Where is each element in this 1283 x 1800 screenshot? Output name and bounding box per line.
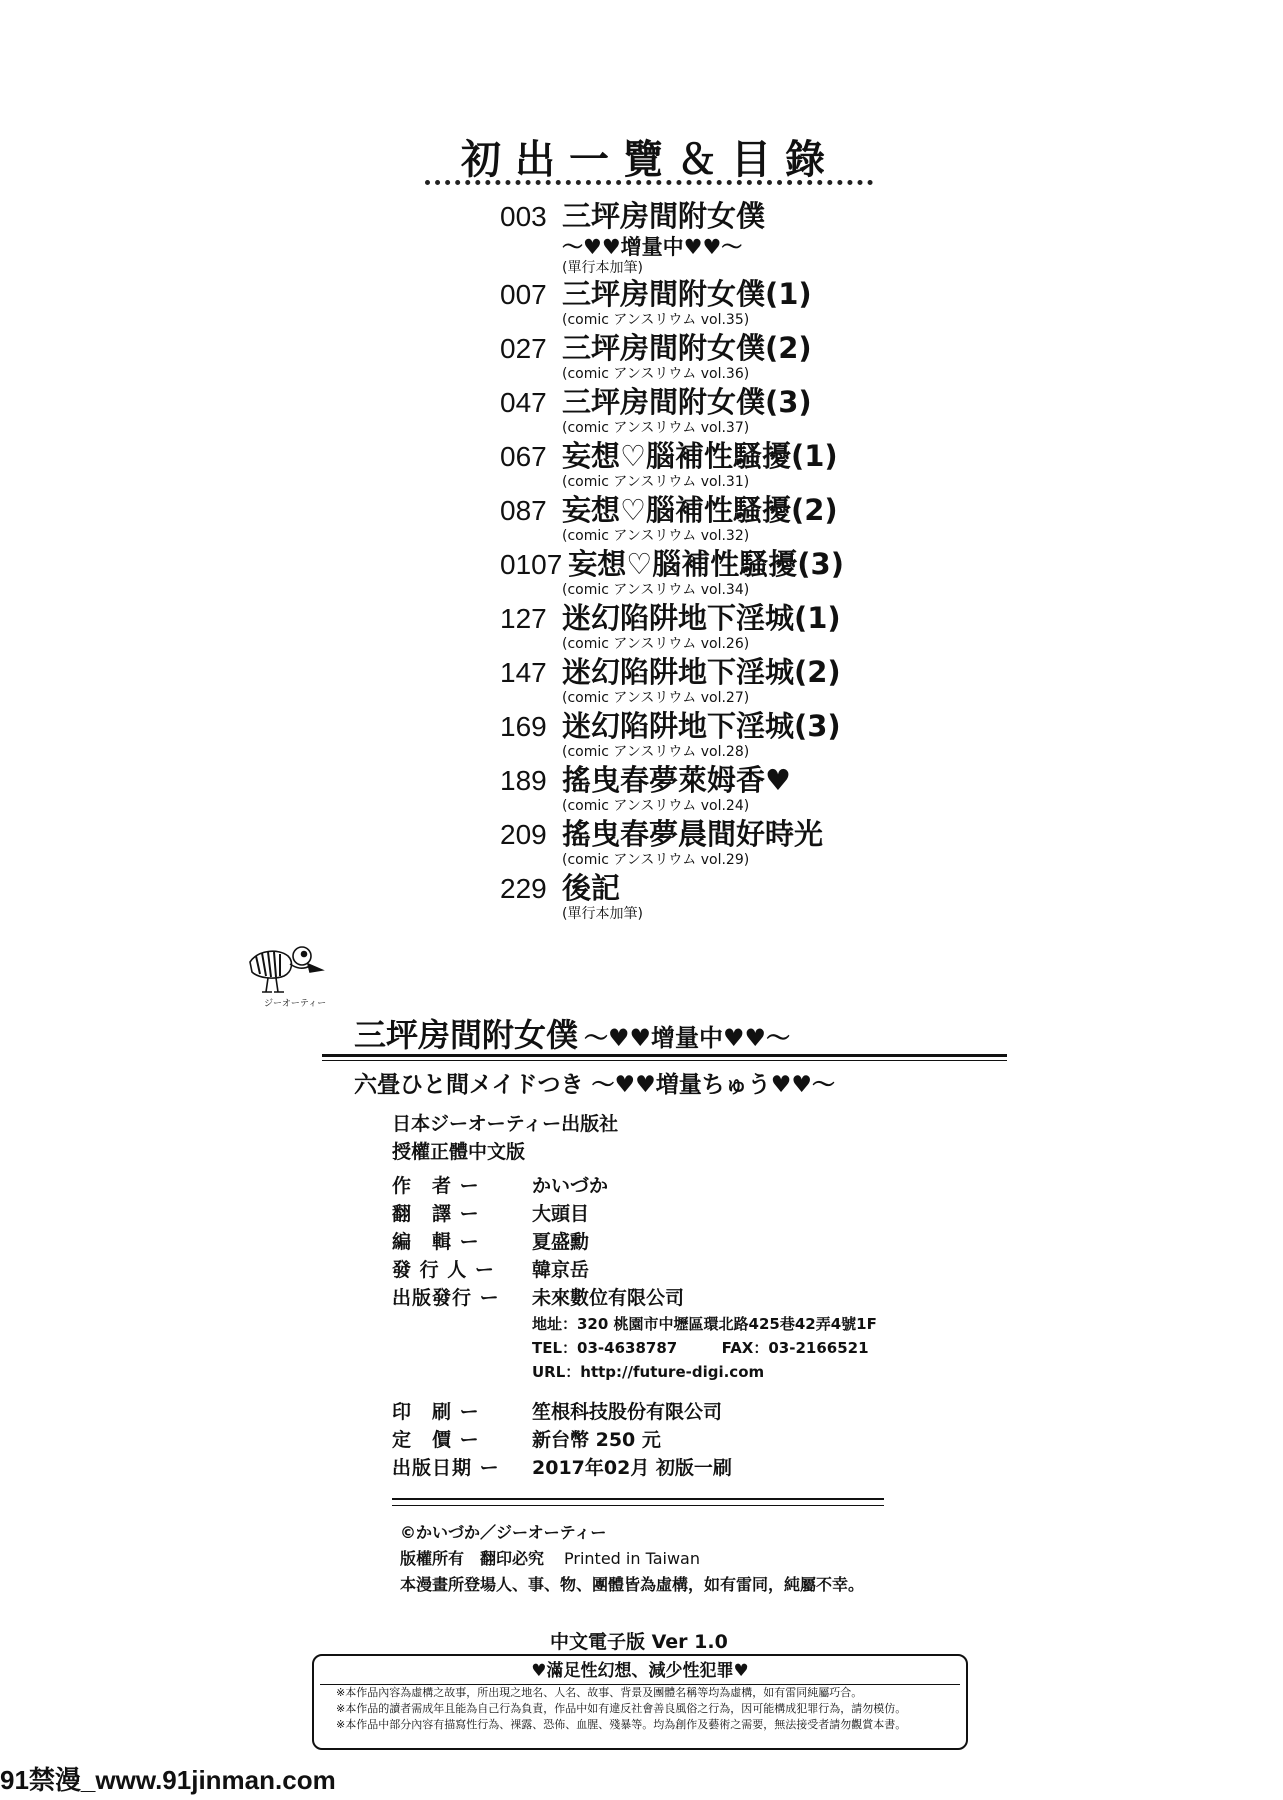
- toc-source: (單行本加筆): [562, 260, 643, 276]
- credit-label: 發 行 人 ー: [392, 1259, 495, 1281]
- toc-title: 三坪房間附女僕(1): [562, 277, 812, 311]
- rights: 版權所有 翻印必究: [400, 1549, 545, 1568]
- toc-source: (comic アンスリウム vol.32): [562, 528, 750, 544]
- notice-box: [312, 1654, 968, 1750]
- credit-label: 出版發行 ー: [392, 1287, 500, 1309]
- toc-title: 後記: [562, 871, 621, 905]
- notice-lines: [320, 1684, 960, 1733]
- credit-row-issuer: [392, 1256, 992, 1284]
- credit-label: 編 輯 ー: [392, 1231, 480, 1253]
- title-rule-thin: [322, 1060, 1007, 1061]
- notice-line: ※本作品中部分內容有描寫性行為、裸露、恐佈、血腥、殘暴等。均為創作及藝術之需要，無法接受者請勿觀賞本書。: [336, 1718, 907, 1731]
- copyright: ©かいづか／ジーオーティー: [400, 1523, 607, 1542]
- toc-entry: [500, 762, 920, 816]
- credit-label: 印 刷 ー: [392, 1401, 480, 1423]
- legal-block: [400, 1520, 864, 1598]
- divider: [392, 1498, 884, 1500]
- toc-source: (comic アンスリウム vol.31): [562, 474, 750, 490]
- toc-title: 迷幻陷阱地下淫城(3): [562, 709, 841, 743]
- credit-value: かいづか: [532, 1175, 609, 1197]
- credit-row-publishing: [392, 1284, 992, 1312]
- credit-row-editor: [392, 1228, 992, 1256]
- notice-line: ※本作品的讀者需成年且能為自己行為負責，作品中如有違反社會善良風俗之行為，因可能構成犯罪行為，請勿模仿。: [336, 1702, 907, 1715]
- credit-label: 翻 譯 ー: [392, 1203, 480, 1225]
- divider-thin: [392, 1505, 884, 1506]
- toc-source: (comic アンスリウム vol.28): [562, 744, 750, 760]
- toc-title: 妄想♡腦補性騷擾(1): [562, 439, 838, 473]
- notice-line: ※本作品內容為虛構之故事，所出現之地名、人名、故事、背景及團體名稱等均為虛構，如有雷同純屬巧合。: [336, 1686, 863, 1699]
- credit-value: 大頭目: [532, 1203, 590, 1225]
- publisher-logo: [244, 940, 332, 1010]
- toc-source: (comic アンスリウム vol.37): [562, 420, 750, 436]
- fax: FAX：03-2166521: [721, 1339, 869, 1357]
- toc-title: 三坪房間附女僕(2): [562, 331, 812, 365]
- ebook-version: 中文電子版 Ver 1.0: [550, 1631, 728, 1653]
- toc-page-number: 127: [500, 603, 547, 634]
- toc-title: 三坪房間附女僕(3): [562, 385, 812, 419]
- credit-value: 未來數位有限公司: [532, 1287, 685, 1309]
- toc-entry: [500, 198, 920, 276]
- toc-entry: [500, 438, 920, 492]
- credit-value: 夏盛勳: [532, 1231, 590, 1253]
- credit-row-date: [392, 1454, 992, 1482]
- dotted-divider: [425, 180, 873, 185]
- toc-page-number: 047: [500, 387, 547, 418]
- publisher-block: [392, 1110, 618, 1166]
- toc-source: (comic アンスリウム vol.24): [562, 798, 750, 814]
- toc-page-number: 189: [500, 765, 547, 796]
- tel: TEL：03-4638787: [532, 1339, 678, 1357]
- printed-in: Printed in Taiwan: [564, 1549, 700, 1568]
- toc-entry: [500, 330, 920, 384]
- credit-label: 出版日期 ー: [392, 1457, 500, 1479]
- credit-label: 定 價 ー: [392, 1429, 480, 1451]
- japanese-title: 六畳ひと間メイドつき ～♥♥増量ちゅう♥♥～: [354, 1072, 836, 1098]
- toc-source: (comic アンスリウム vol.26): [562, 636, 750, 652]
- toc-title: 妄想♡腦補性騷擾(3): [568, 547, 844, 581]
- credit-value: 新台幣 250 元: [532, 1429, 661, 1451]
- toc-page-number: 007: [500, 279, 547, 310]
- toc-page-number: 0107: [500, 549, 563, 580]
- toc-page-number: 003: [500, 201, 547, 232]
- toc-entry: [500, 600, 920, 654]
- credit-value: 笙根科技股份有限公司: [532, 1401, 723, 1423]
- toc-entry: [500, 546, 920, 600]
- credit-value: 韓京岳: [532, 1259, 590, 1281]
- table-of-contents: [500, 198, 920, 924]
- toc-source: (comic アンスリウム vol.35): [562, 312, 750, 328]
- credit-value: 2017年02月 初版一刷: [532, 1457, 732, 1479]
- toc-source: (comic アンスリウム vol.36): [562, 366, 750, 382]
- toc-entry: [500, 492, 920, 546]
- address-line: 地址：320 桃園市中壢區環北路425巷42弄4號1F: [532, 1315, 877, 1333]
- toc-entry: [500, 708, 920, 762]
- toc-entry: [500, 384, 920, 438]
- toc-title: 三坪房間附女僕: [562, 199, 766, 233]
- notice-slogan: ♥滿足性幻想、減少性犯罪♥: [531, 1661, 749, 1681]
- toc-subtitle: ～♥♥增量中♥♥～: [562, 235, 743, 259]
- phone-fax-line: [392, 1336, 992, 1360]
- credit-row-author: [392, 1172, 992, 1200]
- disclaimer: 本漫畫所登場人、事、物、團體皆為虛構，如有雷同，純屬不幸。: [400, 1575, 865, 1594]
- credits: [392, 1172, 992, 1482]
- bird-mascot-icon: [250, 947, 322, 992]
- toc-entry: [500, 870, 920, 924]
- license-line: 授權正體中文版: [392, 1141, 526, 1163]
- book-title-main: 三坪房間附女僕: [354, 1016, 579, 1054]
- credit-row-translator: [392, 1200, 992, 1228]
- toc-page-number: 027: [500, 333, 547, 364]
- book-title: [354, 1010, 790, 1056]
- toc-page-number: 169: [500, 711, 547, 742]
- url-line: URL：http://future-digi.com: [532, 1363, 765, 1381]
- page-title: 初出一覽＆目錄: [461, 137, 839, 183]
- toc-page-number: 147: [500, 657, 547, 688]
- toc-title: 搖曳春夢晨間好時光: [562, 817, 824, 851]
- watermark: 91禁漫_www.91jinman.com: [0, 1765, 336, 1795]
- toc-page-number: 067: [500, 441, 547, 472]
- toc-title: 迷幻陷阱地下淫城(1): [562, 601, 841, 635]
- credit-label: 作 者 ー: [392, 1175, 480, 1197]
- book-title-suffix: ～♥♥增量中♥♥～: [584, 1024, 791, 1052]
- toc-page-number: 229: [500, 873, 547, 904]
- toc-page-number: 209: [500, 819, 547, 850]
- toc-source: (comic アンスリウム vol.34): [562, 582, 750, 598]
- credit-row-printer: [392, 1398, 992, 1426]
- toc-title: 搖曳春夢萊姆香♥: [562, 763, 791, 797]
- toc-entry: [500, 276, 920, 330]
- toc-page-number: 087: [500, 495, 547, 526]
- logo-caption: ジーオーティー: [264, 999, 327, 1009]
- rights-line: [400, 1546, 864, 1572]
- title-rule: [322, 1054, 1007, 1057]
- toc-entry: [500, 816, 920, 870]
- credit-row-price: [392, 1426, 992, 1454]
- publisher-line: 日本ジーオーティー出版社: [392, 1113, 619, 1135]
- toc-title: 妄想♡腦補性騷擾(2): [562, 493, 838, 527]
- toc-entry: [500, 654, 920, 708]
- toc-source: (單行本加筆): [562, 906, 643, 922]
- toc-source: (comic アンスリウム vol.29): [562, 852, 750, 868]
- toc-title: 迷幻陷阱地下淫城(2): [562, 655, 841, 689]
- toc-source: (comic アンスリウム vol.27): [562, 690, 750, 706]
